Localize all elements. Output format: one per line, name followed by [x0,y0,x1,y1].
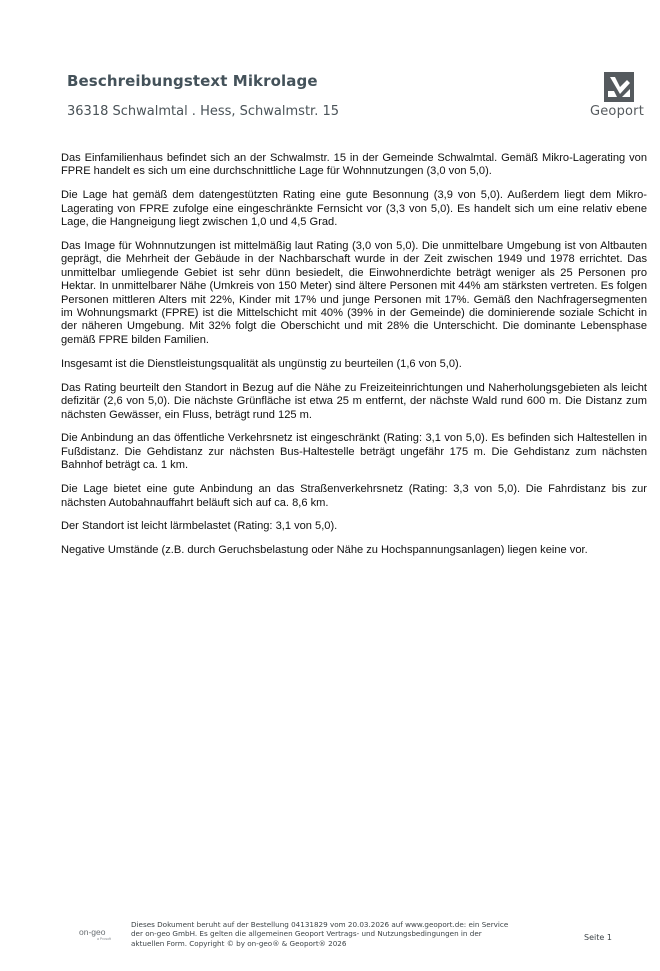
document-title: Beschreibungstext Mikrolage [67,72,318,90]
description-body [61,152,647,568]
paragraph-services: Insgesamt ist die Dienstleistungsqualität als ungünstig zu beurteilen (1,6 von 5,0). [61,357,462,370]
footer-disclaimer-line: der on-geo GmbH. Es gelten die allgemeinen Geoport Vertrags- und Nutzungsbedingungen in der [131,929,482,939]
geoport-logo-text: Geoport [589,104,645,119]
paragraph-noise: Der Standort ist leicht lärmbelastet (Rating: 3,1 von 5,0). [61,520,338,533]
paragraph-leisure: Das Rating beurteilt den Standort in Bezug auf die Nähe zu Freizeiteinrichtungen und Naherholungsgebieten als leicht defizitär (2,6 von 5,0). Die nächste Grünfläche ist etwa 25 m entfernt, der nächste Wald rund 600 m. Die Distanz zum nächsten Gewässer, ein Fluss, beträgt rund 125 m. [61,381,647,421]
geoport-logo-icon [604,72,634,102]
footer-disclaimer-line: aktuellen Form. Copyright © by on-geo® & Geoport® 2026 [131,938,347,948]
paragraph-negative-factors: Negative Umstände (z.B. durch Geruchsbelastung oder Nähe zu Hochspannungsanlagen) liegen keine vor. [61,544,588,557]
page-number: Seite 1 [584,933,612,942]
document-footer [0,920,660,960]
footer-disclaimer-line: Dieses Dokument beruht auf der Bestellung 04131829 vom 20.03.2026 auf www.geoport.de: ein Service [131,920,509,929]
on-geo-logo-subtext: a Prosoft [97,937,112,941]
paragraph-overview: Das Einfamilienhaus befindet sich an der Schwalmstr. 15 in der Gemeinde Schwalmtal. Gemäß Mikro-Lagerating von FPRE handelt es sich um eine durchschnittliche Lage für Wohnnutzungen (3,0 von 5,0). [61,152,647,178]
footer-disclaimer [131,920,551,948]
paragraph-image-demographics: Das Image für Wohnnutzungen ist mittelmäßig laut Rating (3,0 von 5,0). Die unmittelbare Umgebung ist von Altbauten geprägt, die Mehrheit der Gebäude in der Nachbarschaft wurde in der Zeit zwischen 1949 und 1978 errichtet. Das unmittelbar umliegende Gebiet ist sehr dünn besiedelt, die Einwohnerdichte beträgt weniger als 25 Personen pro Hektar. In unmittelbarer Nähe (Umkreis von 150 Meter) sind ältere Personen mit 44% am stärksten vertreten. Es folgen Personen mittleren Alters mit 22%, Kinder mit 17% und junge Personen mit 17%. Gemäß den Nachfragersegmenten im Wohnungsmarkt (FPRE) ist die Mittelschicht mit 40% (39% in der Gemeinde) die dominierende soziale Schicht in der näheren Umgebung. Mit 32% folgt die Oberschicht und mit 28% die Unterschicht. Die dominante Lebensphase gemäß FPRE bilden Familien. [61,240,647,346]
on-geo-logo [79,928,119,941]
paragraph-road-access: Die Lage bietet eine gute Anbindung an das Straßenverkehrsnetz (Rating: 3,3 von 5,0). Die Fahrdistanz bis zur nächsten Autobahnauffahrt beläuft sich auf ca. 8,6 km. [61,483,647,509]
geoport-logo [587,72,647,119]
paragraph-public-transport: Die Anbindung an das öffentliche Verkehrsnetz ist eingeschränkt (Rating: 3,1 von 5,0). Es befinden sich Haltestellen in Fußdistanz. Die Gehdistanz zur nächsten Bus-Haltestelle beträgt ungefähr 175 m. Die Gehdistanz zum nächsten Bahnhof beträgt ca. 1 km. [61,432,647,472]
document-header [67,72,647,132]
property-address: 36318 Schwalmtal . Hess, Schwalmstr. 15 [67,104,339,119]
on-geo-logo-text: on-geo [79,927,106,937]
paragraph-sun-view: Die Lage hat gemäß dem datengestützten Rating eine gute Besonnung (3,9 von 5,0). Außerdem liegt dem Mikro-Lagerating von FPRE zufolge eine eingeschränkte Fernsicht vor (3,3 von 5,0). Es handelt sich um eine relativ ebene Lage, die Hangneigung liegt zwischen 1,0 und 4,5 Grad. [61,189,647,229]
